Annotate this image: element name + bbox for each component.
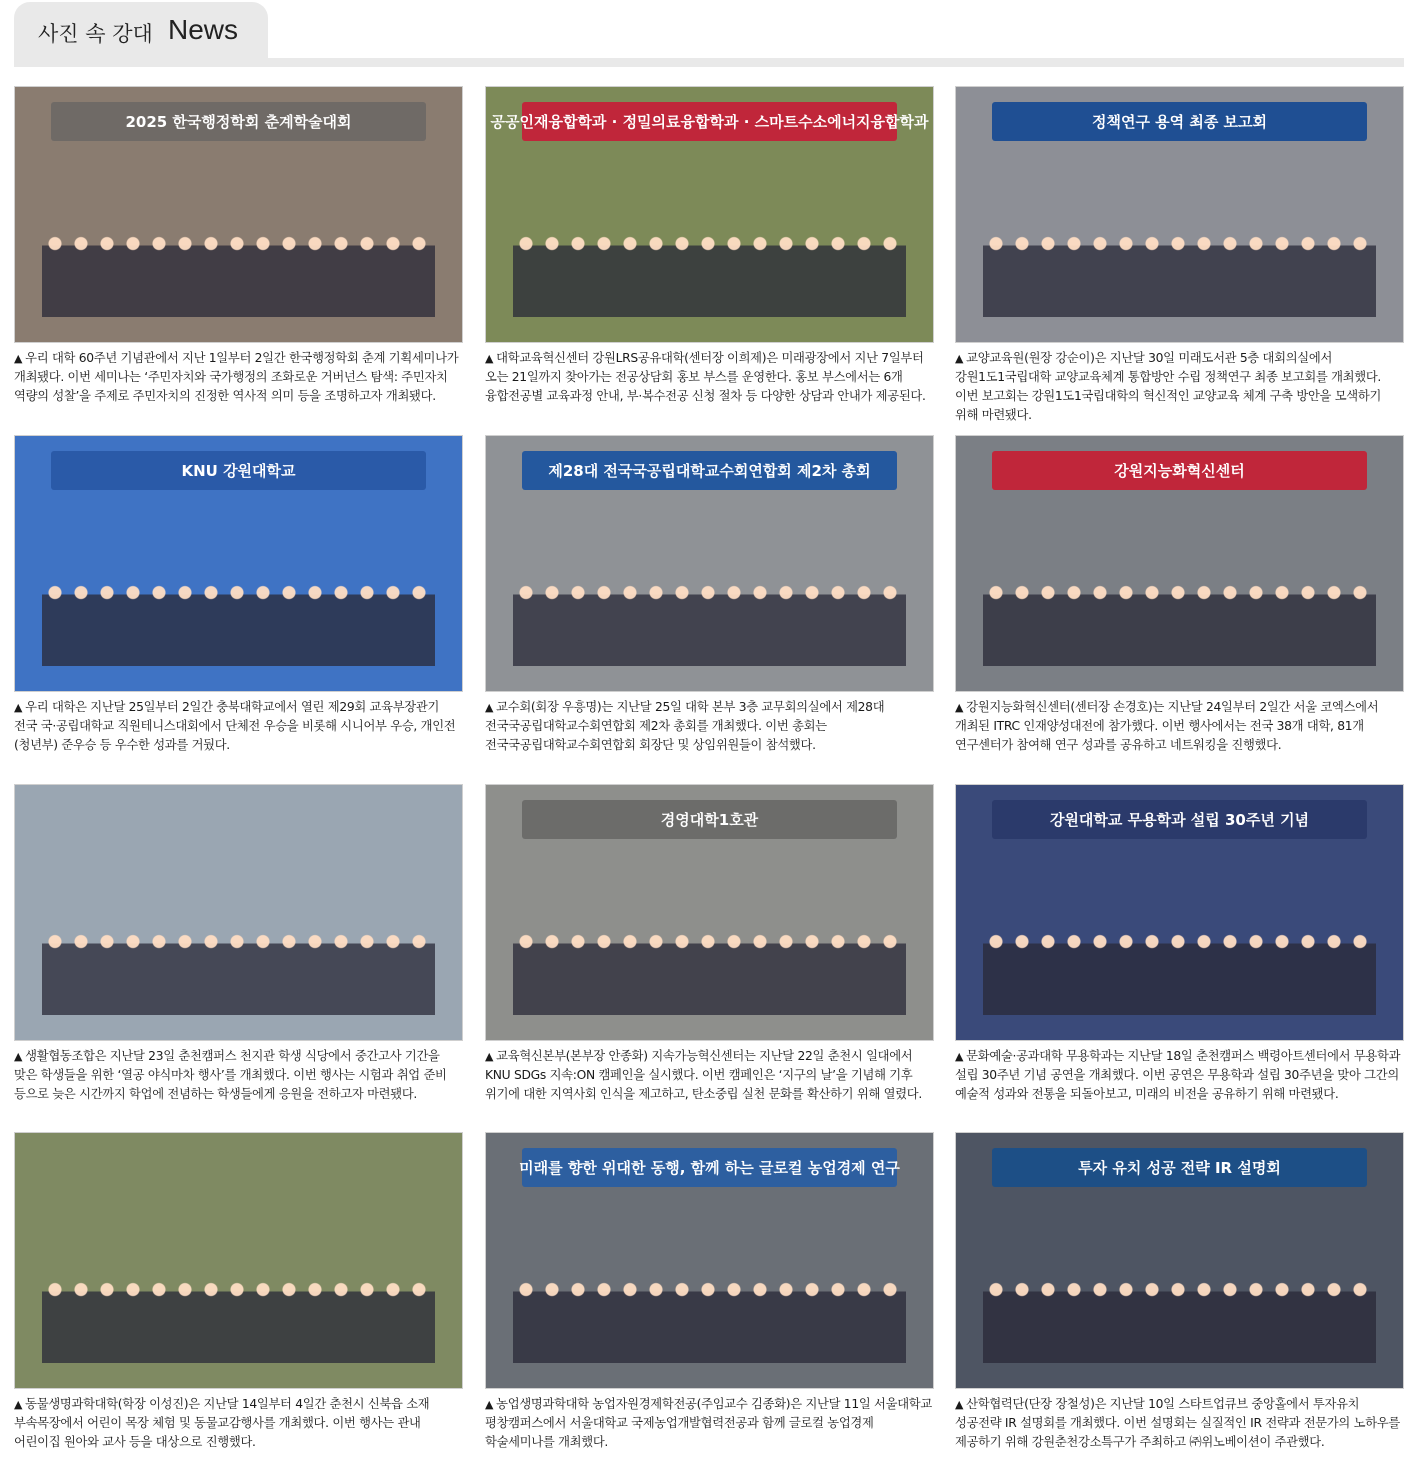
caption-text: 우리 대학은 지난달 25일부터 2일간 충북대학교에서 열린 제29회 교육부장관기 전국 국·공립대학교 직원테니스대회에서 단체전 우승을 비롯해 시니어부 우승, 개인전(청년부) 준우승 등 우수한 성과를 거뒀다. bbox=[14, 700, 456, 752]
news-photo[interactable] bbox=[485, 435, 934, 692]
photo-crowd bbox=[983, 1261, 1376, 1363]
caption-text: 우리 대학 60주년 기념관에서 지난 1일부터 2일간 한국행정학회 춘계 기획세미나가 개최됐다. 이번 세미나는 ‘주민자치와 국가행정의 조화로운 거버넌스 탐색: 주민자치 역량의 성찰’을 주제로 주민자치의 진정한 역사적 의미 등을 조명하고자 개최됐다. bbox=[14, 351, 459, 403]
triangle-icon: ▲ bbox=[955, 1050, 964, 1063]
news-photo[interactable] bbox=[955, 784, 1404, 1041]
photo-banner-text: 2025 한국행정학회 춘계학술대회 bbox=[51, 102, 427, 140]
photo-banner-text: KNU 강원대학교 bbox=[51, 451, 427, 489]
photo-banner-text: 정책연구 용역 최종 보고회 bbox=[992, 102, 1368, 140]
photo-crowd bbox=[983, 913, 1376, 1015]
section-title-english: News bbox=[168, 14, 239, 45]
news-photo[interactable] bbox=[14, 1132, 463, 1389]
photo-banner-text: 강원대학교 무용학과 설립 30주년 기념 bbox=[992, 800, 1368, 838]
section-title-korean: 사진 속 강대 bbox=[38, 22, 153, 46]
photo-banner-text: 미래를 향한 위대한 동행, 함께 하는 글로컬 농업경제 연구 bbox=[522, 1148, 898, 1186]
news-caption bbox=[485, 1395, 934, 1452]
news-item bbox=[14, 784, 463, 1104]
triangle-icon: ▲ bbox=[485, 701, 494, 714]
news-caption bbox=[14, 1047, 463, 1104]
photo-banner-text: 투자 유치 성공 전략 IR 설명회 bbox=[992, 1148, 1368, 1186]
news-item bbox=[485, 435, 934, 755]
news-item bbox=[485, 86, 934, 406]
photo-crowd bbox=[513, 215, 906, 317]
news-item bbox=[485, 784, 934, 1104]
caption-text: 문화예술·공과대학 무용학과는 지난달 18일 춘천캠퍼스 백령아트센터에서 무용학과 설립 30주년 기념 공연을 개최했다. 이번 공연은 무용학과 설립 30주년을 맞아 그간의 예술적 성과와 전통을 되돌아보고, 미래의 비전을 공유하기 위해 마련됐다. bbox=[955, 1049, 1401, 1101]
news-caption bbox=[955, 1047, 1404, 1104]
news-caption bbox=[14, 1395, 463, 1452]
news-item bbox=[955, 784, 1404, 1104]
photo-crowd bbox=[513, 564, 906, 666]
news-item bbox=[955, 1132, 1404, 1452]
news-photo[interactable] bbox=[14, 784, 463, 1041]
news-photo[interactable] bbox=[485, 1132, 934, 1389]
news-photo[interactable] bbox=[14, 86, 463, 343]
caption-text: 대학교육혁신센터 강원LRS공유대학(센터장 이희제)은 미래광장에서 지난 7일부터 오는 21일까지 찾아가는 전공상담회 홍보 부스를 운영한다. 홍보 부스에서는 6개 융합전공별 교육과정 안내, 부·복수전공 신청 절차 등 다양한 상담과 안내가 제공된다. bbox=[485, 351, 926, 403]
news-photo[interactable] bbox=[485, 86, 934, 343]
triangle-icon: ▲ bbox=[485, 352, 494, 365]
news-caption bbox=[955, 698, 1404, 755]
caption-text: 교육혁신본부(본부장 안종화) 지속가능혁신센터는 지난달 22일 춘천시 일대에서 KNU SDGs 지속:ON 캠페인을 실시했다. 이번 캠페인은 ‘지구의 날’을 기념해 기후 위기에 대한 지역사회 인식을 제고하고, 탄소중립 실천 문화를 확산하기 위해 열렸다. bbox=[485, 1049, 922, 1101]
photo-crowd bbox=[513, 913, 906, 1015]
news-item bbox=[14, 1132, 463, 1452]
caption-text: 산학협력단(단장 장철성)은 지난달 10일 스타트업큐브 중앙홀에서 투자유치 성공전략 IR 설명회를 개최했다. 이번 설명회는 실질적인 IR 전략과 전문가의 노하우를 제공하기 위해 강원춘천강소특구가 주최하고 ㈜위노베이션이 주관했다. bbox=[955, 1397, 1400, 1449]
triangle-icon: ▲ bbox=[955, 352, 964, 365]
news-caption bbox=[485, 1047, 934, 1104]
caption-text: 동물생명과학대학(학장 이성진)은 지난달 14일부터 4일간 춘천시 신북읍 소재 부속목장에서 어린이 목장 체험 및 동물교감행사를 개최했다. 이번 행사는 관내 어린이집 원아와 교사 등을 대상으로 진행했다. bbox=[14, 1397, 430, 1449]
triangle-icon: ▲ bbox=[14, 1050, 23, 1063]
news-caption bbox=[955, 349, 1404, 425]
caption-text: 교양교육원(원장 강순이)은 지난달 30일 미래도서관 5층 대회의실에서 강원1도1국립대학 교양교육체계 통합방안 수립 정책연구 최종 보고회를 개최했다. 이번 보고회는 강원1도1국립대학의 혁신적인 교양교육 체계 구축 방안을 모색하기 위해 마련됐다. bbox=[955, 351, 1382, 422]
news-item bbox=[485, 1132, 934, 1452]
news-photo[interactable] bbox=[955, 1132, 1404, 1389]
photo-crowd bbox=[42, 1261, 435, 1363]
photo-banner-text: 강원지능화혁신센터 bbox=[992, 451, 1368, 489]
photo-crowd bbox=[983, 215, 1376, 317]
news-photo[interactable] bbox=[14, 435, 463, 692]
news-caption bbox=[14, 349, 463, 406]
caption-text: 교수회(회장 우흥명)는 지난달 25일 대학 본부 3층 교무회의실에서 제28대 전국국공립대학교수회연합회 제2차 총회를 개최했다. 이번 총회는 전국국공립대학교수회연합회 회장단 및 상임위원들이 참석했다. bbox=[485, 700, 885, 752]
photo-crowd bbox=[513, 1261, 906, 1363]
news-caption bbox=[14, 698, 463, 755]
news-photo[interactable] bbox=[485, 784, 934, 1041]
triangle-icon: ▲ bbox=[955, 1398, 964, 1411]
news-item bbox=[955, 435, 1404, 755]
photo-crowd bbox=[42, 215, 435, 317]
triangle-icon: ▲ bbox=[955, 701, 964, 714]
news-caption bbox=[485, 698, 934, 755]
triangle-icon: ▲ bbox=[14, 352, 23, 365]
photo-crowd bbox=[42, 913, 435, 1015]
triangle-icon: ▲ bbox=[14, 1398, 23, 1411]
news-caption bbox=[955, 1395, 1404, 1452]
photo-banner-text: 경영대학1호관 bbox=[522, 800, 898, 838]
triangle-icon: ▲ bbox=[485, 1050, 494, 1063]
news-item bbox=[14, 435, 463, 755]
triangle-icon: ▲ bbox=[485, 1398, 494, 1411]
photo-banner-text: 공공인재융합학과 · 정밀의료융합학과 · 스마트수소에너지융합학과 bbox=[522, 102, 898, 140]
news-caption bbox=[485, 349, 934, 406]
news-item bbox=[955, 86, 1404, 425]
caption-text: 농업생명과학대학 농업자원경제학전공(주임교수 김종화)은 지난달 11일 서울대학교 평창캠퍼스에서 서울대학교 국제농업개발협력전공과 함께 글로컬 농업경제 학술세미나를 개최했다. bbox=[485, 1397, 932, 1449]
caption-text: 생활협동조합은 지난달 23일 춘천캠퍼스 천지관 학생 식당에서 중간고사 기간을 맞은 학생들을 위한 ‘열공 야식마차 행사’를 개최했다. 이번 행사는 시험과 취업 준비 등으로 늦은 시간까지 학업에 전념하는 학생들에게 응원을 전하고자 마련됐다. bbox=[14, 1049, 447, 1101]
photo-crowd bbox=[983, 564, 1376, 666]
photo-crowd bbox=[42, 564, 435, 666]
caption-text: 강원지능화혁신센터(센터장 손경호)는 지난달 24일부터 2일간 서울 코엑스에서 개최된 ITRC 인재양성대전에 참가했다. 이번 행사에서는 전국 38개 대학, 81개 연구센터가 참여해 연구 성과를 공유하고 네트워킹을 진행했다. bbox=[955, 700, 1379, 752]
photo-banner-text: 제28대 전국국공립대학교수회연합회 제2차 총회 bbox=[522, 451, 898, 489]
news-photo[interactable] bbox=[955, 86, 1404, 343]
news-item bbox=[14, 86, 463, 406]
news-photo[interactable] bbox=[955, 435, 1404, 692]
triangle-icon: ▲ bbox=[14, 701, 23, 714]
